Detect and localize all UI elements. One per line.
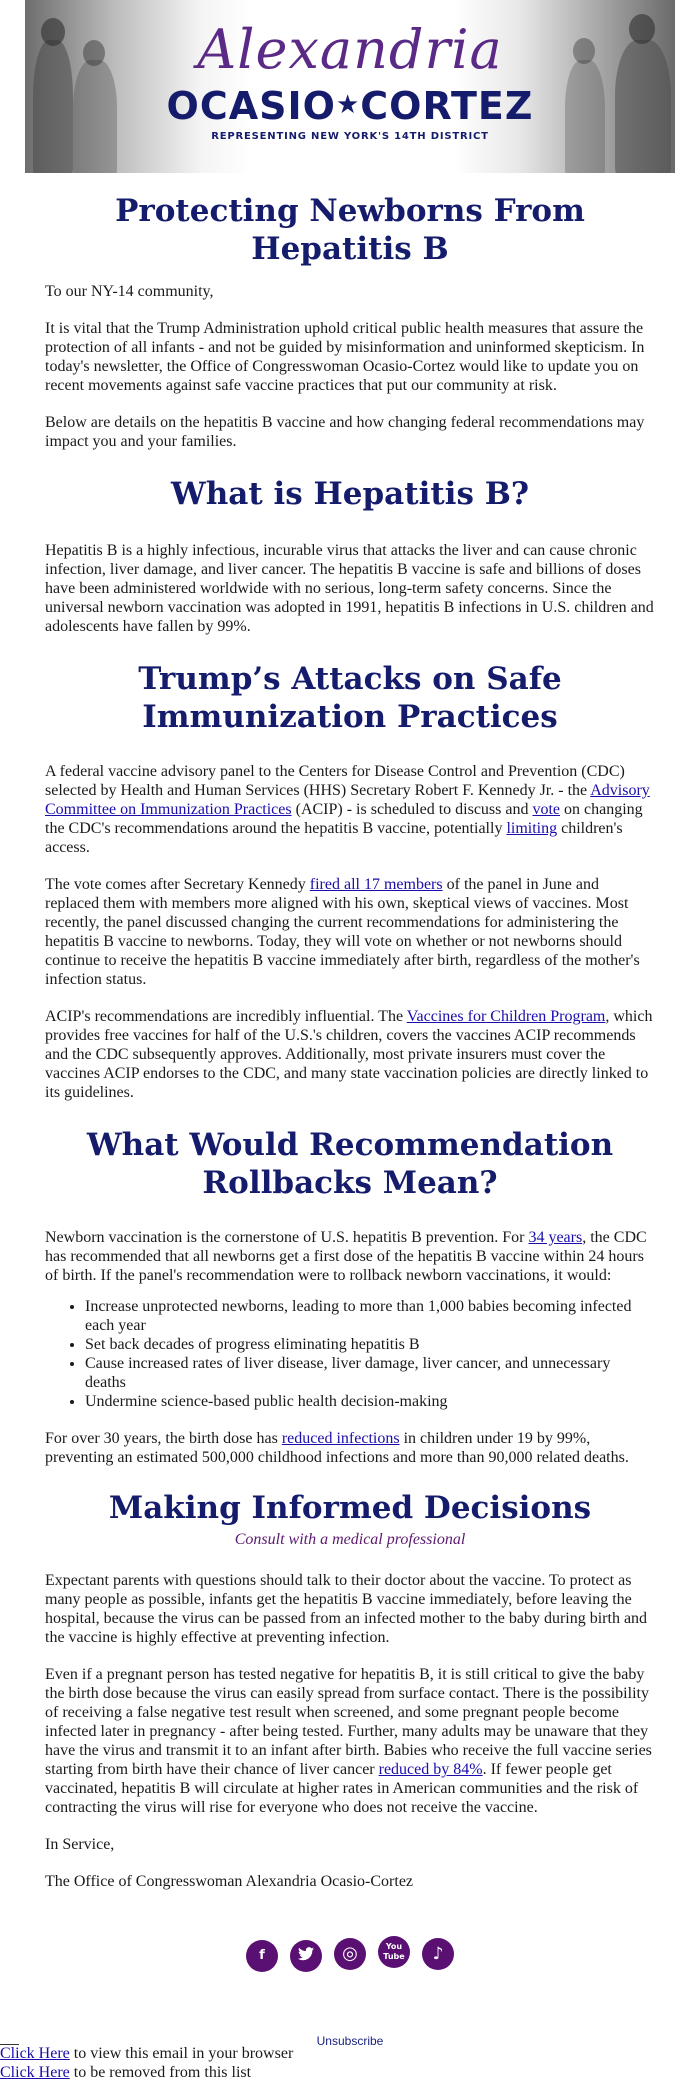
page-title: Protecting Newborns From Hepatitis B (115, 193, 585, 267)
acip-link[interactable]: Advisory Committee on Immunization Practices (45, 782, 650, 818)
list-item: • Undermine science-based public health decision-making (85, 1392, 655, 1411)
brand-tagline: REPRESENTING NEW YORK'S 14TH DISTRICT (211, 131, 489, 142)
section-subheading: Consult with a medical professional (234, 1531, 466, 1548)
divider (0, 2044, 19, 2045)
footer (0, 2044, 293, 2082)
section-heading: Trump’s Attacks on Safe Immunization Practices (138, 661, 562, 735)
section-heading: What Would Recommendation Rollbacks Mean? (86, 1127, 614, 1201)
fired-members-link[interactable]: fired all 17 members (309, 876, 443, 893)
view-in-browser-link[interactable]: Click Here (0, 2045, 70, 2062)
vfc-program-link[interactable]: Vaccines for Children Program (406, 1008, 606, 1025)
34-years-link[interactable]: 34 years (528, 1229, 583, 1246)
youtube-icon[interactable]: You Tube (378, 1936, 410, 1968)
brand-first-name: Alexandria (197, 18, 503, 81)
section-paragraph: ACIP's recommendations are incredibly influential. The Vaccines for Children Program, which provides free vaccines for half of the U.S.'s children, covers the vaccines ACIP recommends and the CDC subsequently approves. Additionally, most private insurers must cover the vaccines ACIP endorses to the CDC, and many state vaccination policies are directly linked to its guidelines. (45, 1008, 653, 1101)
star-icon: ★ (335, 90, 361, 120)
footer-text: to be removed from this list (69, 2064, 252, 2081)
tiktok-icon[interactable]: ♪ (422, 1938, 454, 1970)
section-paragraph: Even if a pregnant person has tested negative for hepatitis B, it is still critical to give the baby the birth dose because the virus can easily spread from surface contact. There is the possibility of receiving a false negative test result when screened, and some pregnant people become infected later in pregnancy - after being tested. Further, many adults may be unaware that they have the virus and transmit it to an infant after birth. Babies who receive the full vaccine series starting from birth have their chance of liver cancer reduced by 84%. If fewer people get vaccinated, hepatitis B will circulate at higher rates in American communities and the risk of contracting the virus will rise for everyone who does not receive the vaccine. (45, 1666, 652, 1816)
section-paragraph: Newborn vaccination is the cornerstone of U.S. hepatitis B prevention. For 34 years, the CDC has recommended that all newborns get a first dose of the hepatitis B vaccine within 24 hours of birth. If the panel's recommendation were to rollback newborn vaccinations, it would: (45, 1229, 647, 1284)
social-links (0, 1936, 700, 1972)
unsubscribe-link[interactable]: Unsubscribe (316, 2034, 384, 2048)
section-paragraph: Expectant parents with questions should talk to their doctor about the vaccine. To protect as many people as possible, infants get the hepatitis B vaccine immediately, before leaving the hospital, because the virus can be passed from an infected mother to the baby during birth and the vaccine is highly effective at preventing infection. (45, 1572, 648, 1646)
section-paragraph: A federal vaccine advisory panel to the Centers for Disease Control and Prevention (CDC) selected by Health and Human Services (HHS) Secretary Robert F. Kennedy Jr. - the Advisory Committee on Immunization Practices (ACIP) - is scheduled to discuss and vote on changing the CDC's recommendations around the hepatitis B vaccine, potentially limiting children's access. (45, 763, 650, 856)
instagram-icon[interactable]: ◎ (334, 1938, 366, 1970)
intro-paragraph: It is vital that the Trump Administration uphold critical public health measures that assure the protection of all infants - and not be guided by misinformation and uninformed skepticism. In today's newsletter, the Office of Congresswoman Ocasio-Cortez would like to update you on recent movements against safe vaccine practices that put our community at risk. (45, 320, 645, 394)
footer-text: to view this email in your browser (69, 2045, 294, 2062)
intro-paragraph: Below are details on the hepatitis B vaccine and how changing federal recommendations may impact you and your families. (45, 414, 645, 450)
brand-last-name: OCASIO★CORTEZ (166, 84, 534, 128)
consequence-list (45, 1297, 655, 1411)
twitter-icon[interactable] (290, 1940, 322, 1972)
reduced-infections-link[interactable]: reduced infections (281, 1430, 400, 1447)
limiting-link[interactable]: limiting (506, 820, 558, 837)
newsletter-body (45, 188, 655, 1891)
section-paragraph: The vote comes after Secretary Kennedy fired all 17 members of the panel in June and replaced them with members more aligned with his own, skeptical views of vaccines. Most recently, the panel discussed changing the current recommendations for administering the hepatitis B vaccine to newborns. Today, they will vote on whether or not newborns should continue to receive the hepatitis B vaccine immediately after birth, regardless of the mother's infection status. (45, 876, 640, 988)
remove-from-list-link[interactable]: Click Here (0, 2064, 70, 2081)
list-item: • Set back decades of progress eliminating hepatitis B (85, 1335, 655, 1354)
signature: The Office of Congresswoman Alexandria Ocasio-Cortez (45, 1873, 414, 1890)
facebook-icon[interactable]: f (246, 1940, 278, 1972)
list-item: • Increase unprotected newborns, leading to more than 1,000 babies becoming infected each year (85, 1297, 655, 1335)
section-heading: Making Informed Decisions (108, 1490, 592, 1526)
header-banner (25, 0, 675, 173)
list-item: • Cause increased rates of liver disease, liver damage, liver cancer, and unnecessary deaths (85, 1354, 655, 1392)
section-heading: What is Hepatitis B? (170, 476, 530, 512)
vote-link[interactable]: vote (532, 801, 561, 818)
section-paragraph: Hepatitis B is a highly infectious, incurable virus that attacks the liver and can cause chronic infection, liver damage, and liver cancer. The hepatitis B vaccine is safe and billions of doses have been administered worldwide with no serious, long-term safety concerns. Since the universal newborn vaccination was adopted in 1991, hepatitis B infections in U.S. children and adolescents have fallen by 99%. (45, 542, 654, 635)
signoff: In Service, (45, 1836, 115, 1853)
reduced-84-link[interactable]: reduced by 84% (378, 1761, 483, 1778)
section-paragraph: For over 30 years, the birth dose has reduced infections in children under 19 by 99%, preventing an estimated 500,000 childhood infections and more than 90,000 related deaths. (45, 1430, 629, 1466)
greeting: To our NY-14 community, (45, 283, 214, 300)
